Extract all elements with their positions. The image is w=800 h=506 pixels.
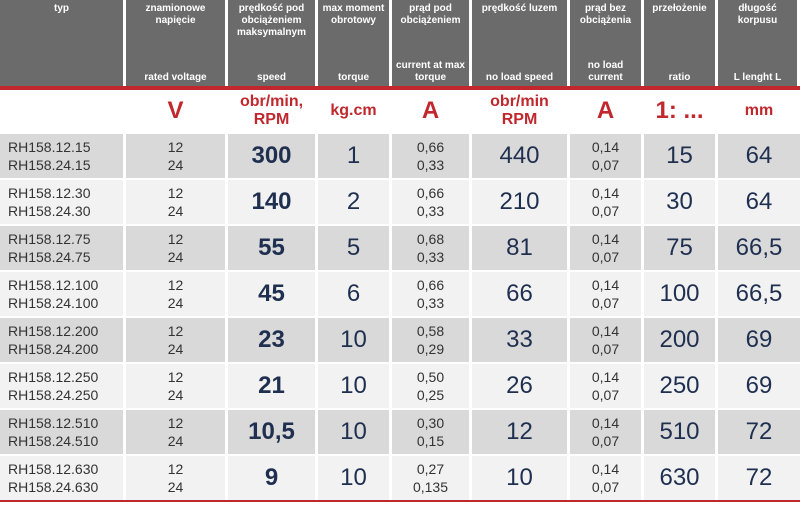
header-length-pl: długość korpusu: [737, 3, 778, 26]
voltage-24: 24: [167, 157, 184, 173]
header-speed-pl: prędkość pod obciążeniem maksymalnym: [237, 3, 306, 38]
current-12v: 0,30: [416, 415, 445, 431]
cell-voltage: [126, 270, 228, 316]
nlc-24v: 0,07: [591, 249, 620, 265]
header-current-en: current at max torque: [396, 60, 465, 83]
cell-torque: 10: [318, 454, 392, 500]
typ-24v: RH158.24.200: [8, 341, 99, 357]
typ-12v: RH158.12.75: [8, 231, 91, 247]
cell-voltage: [126, 362, 228, 408]
header-speed-en: speed: [257, 72, 286, 83]
typ-24v: RH158.24.510: [8, 433, 99, 449]
cell-ratio: 100: [644, 270, 718, 316]
header-ratio: [644, 0, 718, 86]
current-12v: 0,50: [416, 369, 445, 385]
table-bottom-border: [0, 500, 800, 506]
cell-no-load-current: [570, 270, 644, 316]
header-ratio-pl: przełożenie: [652, 3, 707, 14]
cell-typ: [0, 132, 126, 178]
cell-ratio: 75: [644, 224, 718, 270]
cell-speed: 140: [228, 178, 318, 224]
cell-voltage: [126, 178, 228, 224]
header-length: [718, 0, 800, 86]
typ-12v: RH158.12.510: [8, 415, 99, 431]
header-torque: [318, 0, 392, 86]
cell-voltage: [126, 408, 228, 454]
voltage-12: 12: [167, 461, 184, 477]
header-no-load-speed: [472, 0, 570, 86]
cell-current: [392, 178, 472, 224]
current-24v: 0,33: [416, 203, 445, 219]
typ-24v: RH158.24.30: [8, 203, 91, 219]
cell-voltage: [126, 132, 228, 178]
cell-current: [392, 316, 472, 362]
cell-speed: 9: [228, 454, 318, 500]
cell-no-load-speed: 210: [472, 178, 570, 224]
header-no-load-current-en: no load current: [587, 60, 624, 83]
cell-current: [392, 224, 472, 270]
unit-speed: obr/min, RPM: [228, 90, 318, 132]
cell-typ: [0, 224, 126, 270]
typ-12v: RH158.12.200: [8, 323, 99, 339]
cell-ratio: 30: [644, 178, 718, 224]
cell-torque: 10: [318, 408, 392, 454]
cell-speed: 10,5: [228, 408, 318, 454]
typ-12v: RH158.12.100: [8, 277, 99, 293]
cell-typ: [0, 454, 126, 500]
cell-torque: 2: [318, 178, 392, 224]
cell-ratio: 250: [644, 362, 718, 408]
current-24v: 0,25: [416, 387, 445, 403]
nlc-12v: 0,14: [591, 277, 620, 293]
nlc-24v: 0,07: [591, 479, 620, 495]
cell-speed: 45: [228, 270, 318, 316]
cell-length: 66,5: [718, 270, 800, 316]
header-typ-pl: typ: [54, 3, 69, 14]
unit-length: mm: [718, 90, 800, 132]
cell-no-load-speed: 12: [472, 408, 570, 454]
header-current: [392, 0, 472, 86]
cell-no-load-current: [570, 454, 644, 500]
cell-no-load-speed: 81: [472, 224, 570, 270]
nlc-12v: 0,14: [591, 139, 620, 155]
nlc-12v: 0,14: [591, 323, 620, 339]
voltage-12: 12: [167, 277, 184, 293]
cell-no-load-speed: 66: [472, 270, 570, 316]
voltage-24: 24: [167, 295, 184, 311]
cell-no-load-current: [570, 224, 644, 270]
current-12v: 0,66: [416, 277, 445, 293]
cell-typ: [0, 178, 126, 224]
typ-24v: RH158.24.630: [8, 479, 99, 495]
cell-ratio: 630: [644, 454, 718, 500]
unit-ratio: 1: ...: [644, 90, 718, 132]
nlc-24v: 0,07: [591, 203, 620, 219]
header-no-load-current: [570, 0, 644, 86]
cell-speed: 300: [228, 132, 318, 178]
cell-torque: 10: [318, 316, 392, 362]
typ-12v: RH158.12.250: [8, 369, 99, 385]
current-24v: 0,135: [412, 479, 449, 495]
typ-24v: RH158.24.100: [8, 295, 99, 311]
typ-24v: RH158.24.15: [8, 157, 91, 173]
voltage-24: 24: [167, 387, 184, 403]
cell-torque: 10: [318, 362, 392, 408]
unit-voltage: V: [126, 90, 228, 132]
voltage-24: 24: [167, 479, 184, 495]
current-24v: 0,33: [416, 249, 445, 265]
current-12v: 0,66: [416, 139, 445, 155]
cell-ratio: 510: [644, 408, 718, 454]
current-24v: 0,33: [416, 295, 445, 311]
nlc-24v: 0,07: [591, 387, 620, 403]
cell-torque: 6: [318, 270, 392, 316]
cell-voltage: [126, 224, 228, 270]
current-24v: 0,15: [416, 433, 445, 449]
cell-speed: 23: [228, 316, 318, 362]
header-typ: [0, 0, 126, 86]
header-no-load-speed-pl: prędkość luzem: [481, 3, 558, 14]
cell-length: 64: [718, 178, 800, 224]
cell-current: [392, 454, 472, 500]
voltage-12: 12: [167, 185, 184, 201]
cell-no-load-speed: 26: [472, 362, 570, 408]
current-12v: 0,68: [416, 231, 445, 247]
cell-length: 72: [718, 408, 800, 454]
cell-torque: 1: [318, 132, 392, 178]
nlc-24v: 0,07: [591, 295, 620, 311]
voltage-12: 12: [167, 369, 184, 385]
nlc-12v: 0,14: [591, 369, 620, 385]
cell-no-load-current: [570, 408, 644, 454]
cell-current: [392, 408, 472, 454]
nlc-24v: 0,07: [591, 341, 620, 357]
cell-typ: [0, 408, 126, 454]
cell-typ: [0, 362, 126, 408]
header-torque-en: torque: [337, 72, 370, 83]
header-speed: [228, 0, 318, 86]
nlc-12v: 0,14: [591, 415, 620, 431]
current-24v: 0,29: [416, 341, 445, 357]
cell-no-load-current: [570, 362, 644, 408]
header-ratio-en: ratio: [668, 72, 691, 83]
cell-ratio: 15: [644, 132, 718, 178]
current-12v: 0,58: [416, 323, 445, 339]
header-rated-voltage-pl: znamionowe napięcie: [145, 3, 206, 26]
nlc-24v: 0,07: [591, 157, 620, 173]
voltage-24: 24: [167, 249, 184, 265]
cell-speed: 55: [228, 224, 318, 270]
header-current-pl: prąd pod obciążeniem: [400, 3, 461, 26]
unit-current: A: [392, 90, 472, 132]
cell-length: 66,5: [718, 224, 800, 270]
voltage-24: 24: [167, 203, 184, 219]
current-24v: 0,33: [416, 157, 445, 173]
cell-no-load-speed: 440: [472, 132, 570, 178]
voltage-24: 24: [167, 341, 184, 357]
unit-no-load-current: A: [570, 90, 644, 132]
unit-no-load-speed: obr/min RPM: [472, 90, 570, 132]
cell-typ: [0, 270, 126, 316]
typ-24v: RH158.24.75: [8, 249, 91, 265]
cell-length: 64: [718, 132, 800, 178]
typ-12v: RH158.12.630: [8, 461, 99, 477]
cell-no-load-speed: 33: [472, 316, 570, 362]
cell-length: 69: [718, 362, 800, 408]
nlc-12v: 0,14: [591, 461, 620, 477]
current-12v: 0,27: [416, 461, 445, 477]
header-rated-voltage: [126, 0, 228, 86]
header-no-load-current-pl: prąd bez obciążenia: [579, 3, 632, 26]
cell-ratio: 200: [644, 316, 718, 362]
voltage-12: 12: [167, 415, 184, 431]
cell-current: [392, 270, 472, 316]
header-torque-pl: max moment obrotowy: [322, 3, 385, 26]
voltage-12: 12: [167, 323, 184, 339]
header-no-load-speed-en: no load speed: [485, 72, 554, 83]
cell-voltage: [126, 454, 228, 500]
nlc-12v: 0,14: [591, 231, 620, 247]
cell-typ: [0, 316, 126, 362]
current-12v: 0,66: [416, 185, 445, 201]
cell-no-load-current: [570, 178, 644, 224]
nlc-24v: 0,07: [591, 433, 620, 449]
cell-current: [392, 362, 472, 408]
cell-torque: 5: [318, 224, 392, 270]
typ-12v: RH158.12.15: [8, 139, 91, 155]
nlc-12v: 0,14: [591, 185, 620, 201]
typ-12v: RH158.12.30: [8, 185, 91, 201]
typ-24v: RH158.24.250: [8, 387, 99, 403]
cell-speed: 21: [228, 362, 318, 408]
voltage-12: 12: [167, 231, 184, 247]
cell-voltage: [126, 316, 228, 362]
voltage-24: 24: [167, 433, 184, 449]
unit-typ: [0, 90, 126, 132]
voltage-12: 12: [167, 139, 184, 155]
cell-length: 72: [718, 454, 800, 500]
header-rated-voltage-en: rated voltage: [144, 72, 207, 83]
cell-no-load-current: [570, 316, 644, 362]
cell-no-load-speed: 10: [472, 454, 570, 500]
cell-current: [392, 132, 472, 178]
cell-no-load-current: [570, 132, 644, 178]
unit-torque: kg.cm: [318, 90, 392, 132]
header-length-en: L lenght L: [733, 72, 782, 83]
cell-length: 69: [718, 316, 800, 362]
